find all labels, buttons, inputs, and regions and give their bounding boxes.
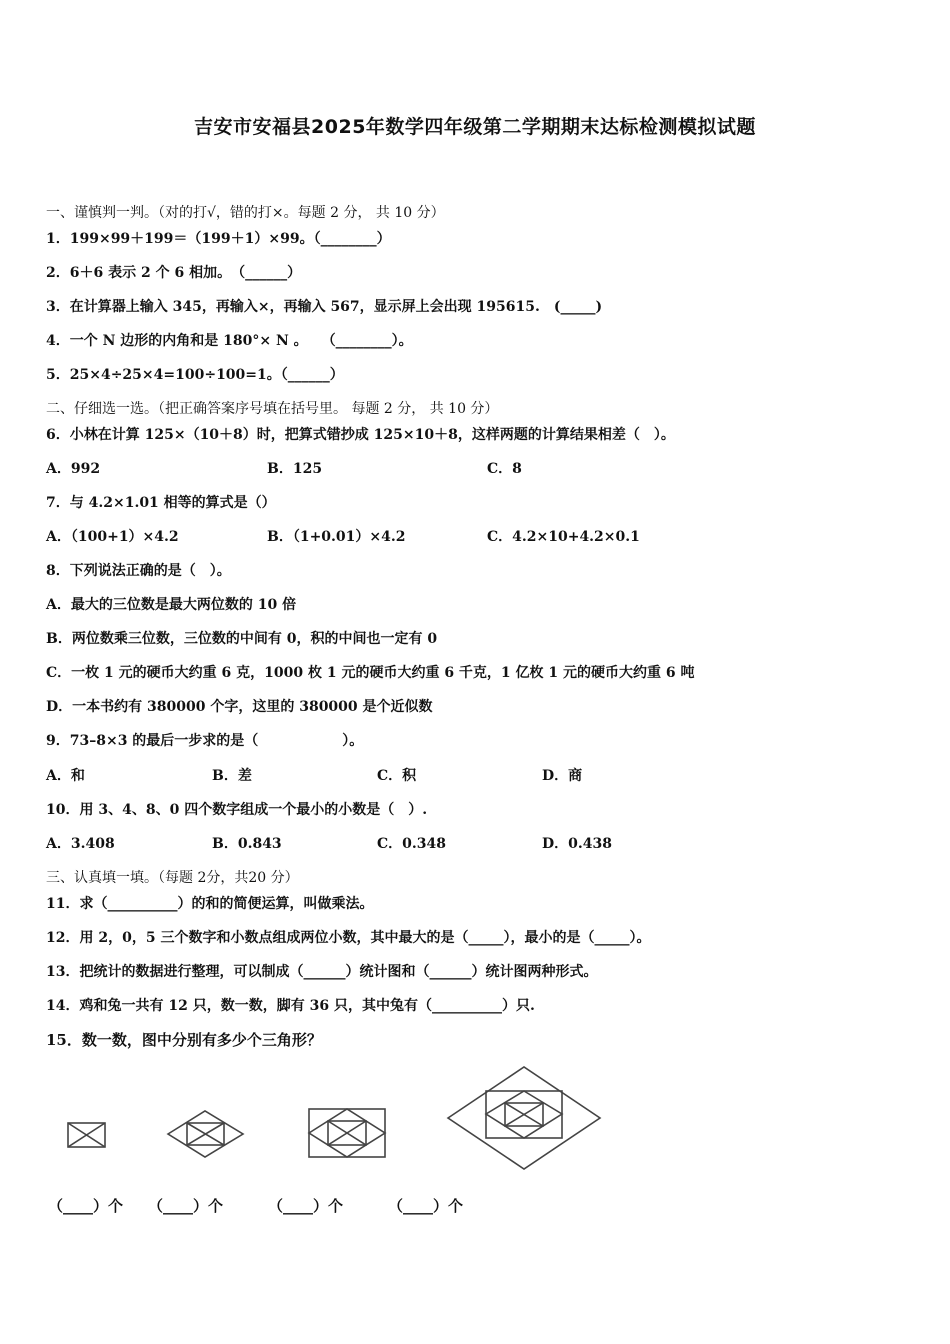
q7-option-a: A．（100+1）×4.2 [46, 529, 179, 545]
question-5: 5．25×4÷25×4=100÷100=1。（______） [46, 367, 344, 383]
question-6: 6．小林在计算 125×（10＋8）时，把算式错抄成 125×10＋8，这样两题的计算结果相差（ ）。 [46, 427, 675, 443]
question-2: 2．6＋6 表示 2 个 6 相加。 （______） [46, 265, 302, 281]
question-1: 1．199×99＋199＝（199＋1）×99。（________） [46, 231, 391, 247]
answer-blank-2[interactable]: （____）个 [148, 1197, 224, 1215]
answer-blank-4[interactable]: （____）个 [388, 1197, 464, 1215]
q9-option-a: A．和 [46, 768, 85, 784]
question-8: 8．下列说法正确的是（ ）。 [46, 563, 231, 579]
q6-option-a: A．992 [46, 461, 101, 477]
page-title: 吉安市安福县2025年数学四年级第二学期期末达标检测模拟试题 [194, 116, 756, 138]
question-14: 14．鸡和兔一共有 12 只，数一数，脚有 36 只，其中兔有（__________）只. [46, 998, 535, 1014]
section-2-heading: 二、仔细选一选。（把正确答案序号填在括号里。 每题 2 分， 共 10 分） [46, 401, 499, 417]
triangle-figure-2 [164, 1107, 248, 1163]
q7-option-b: B．（1+0.01）×4.2 [267, 529, 406, 545]
q10-option-a: A．3.408 [46, 836, 115, 852]
question-9: 9．73–8×3 的最后一步求的是（ ）。 [46, 733, 364, 749]
q6-option-b: B．125 [267, 461, 323, 477]
q8-option-c: C．一枚 1 元的硬币大约重 6 克，1000 枚 1 元的硬币大约重 6 千克，1 亿枚 1 元的硬币大约重 6 吨 [46, 665, 695, 681]
question-7: 7．与 4.2×1.01 相等的算式是（） [46, 495, 276, 511]
triangle-figure-3 [306, 1105, 390, 1161]
q9-option-b: B．差 [212, 768, 252, 784]
section-1-heading: 一、谨慎判一判。（对的打√，错的打×。每题 2 分， 共 10 分） [46, 205, 445, 221]
question-13: 13．把统计的数据进行整理，可以制成（______）统计图和（______）统计图两种形式。 [46, 964, 598, 980]
q7-option-c: C．4.2×10+4.2×0.1 [487, 529, 640, 545]
q10-option-d: D．0.438 [542, 836, 612, 852]
q9-option-c: C．积 [377, 768, 417, 784]
q10-option-b: B．0.843 [212, 836, 282, 852]
answer-blank-1[interactable]: （____）个 [48, 1197, 124, 1215]
question-11: 11．求（__________）的和的简便运算，叫做乘法。 [46, 896, 374, 912]
q8-option-a: A．最大的三位数是最大两位数的 10 倍 [46, 597, 297, 613]
q10-option-c: C．0.348 [377, 836, 446, 852]
triangle-figure-1 [66, 1120, 108, 1150]
q8-option-d: D．一本书约有 380000 个字，这里的 380000 是个近似数 [46, 699, 433, 715]
q8-option-b: B．两位数乘三位数，三位数的中间有 0，积的中间也一定有 0 [46, 631, 438, 647]
question-10: 10．用 3、4、8、0 四个数字组成一个最小的小数是（ ）. [46, 802, 428, 818]
answer-blank-3[interactable]: （____）个 [268, 1197, 344, 1215]
question-4: 4．一个 N 边形的内角和是 180°× N 。 （________）。 [46, 333, 413, 349]
section-3-heading: 三、认真填一填。（每题 2分，共20 分） [46, 870, 299, 886]
question-3: 3．在计算器上输入 345，再输入×，再输入 567，显示屏上会出现 195615. (_____) [46, 299, 603, 315]
question-15: 15．数一数，图中分别有多少个三角形？ [46, 1031, 322, 1049]
q9-option-d: D．商 [542, 768, 583, 784]
q6-option-c: C．8 [487, 461, 522, 477]
triangle-figure-4 [444, 1063, 608, 1179]
question-12: 12．用 2，0，5 三个数字和小数点组成两位小数，其中最大的是（_____），最小的是（_____）。 [46, 930, 651, 946]
